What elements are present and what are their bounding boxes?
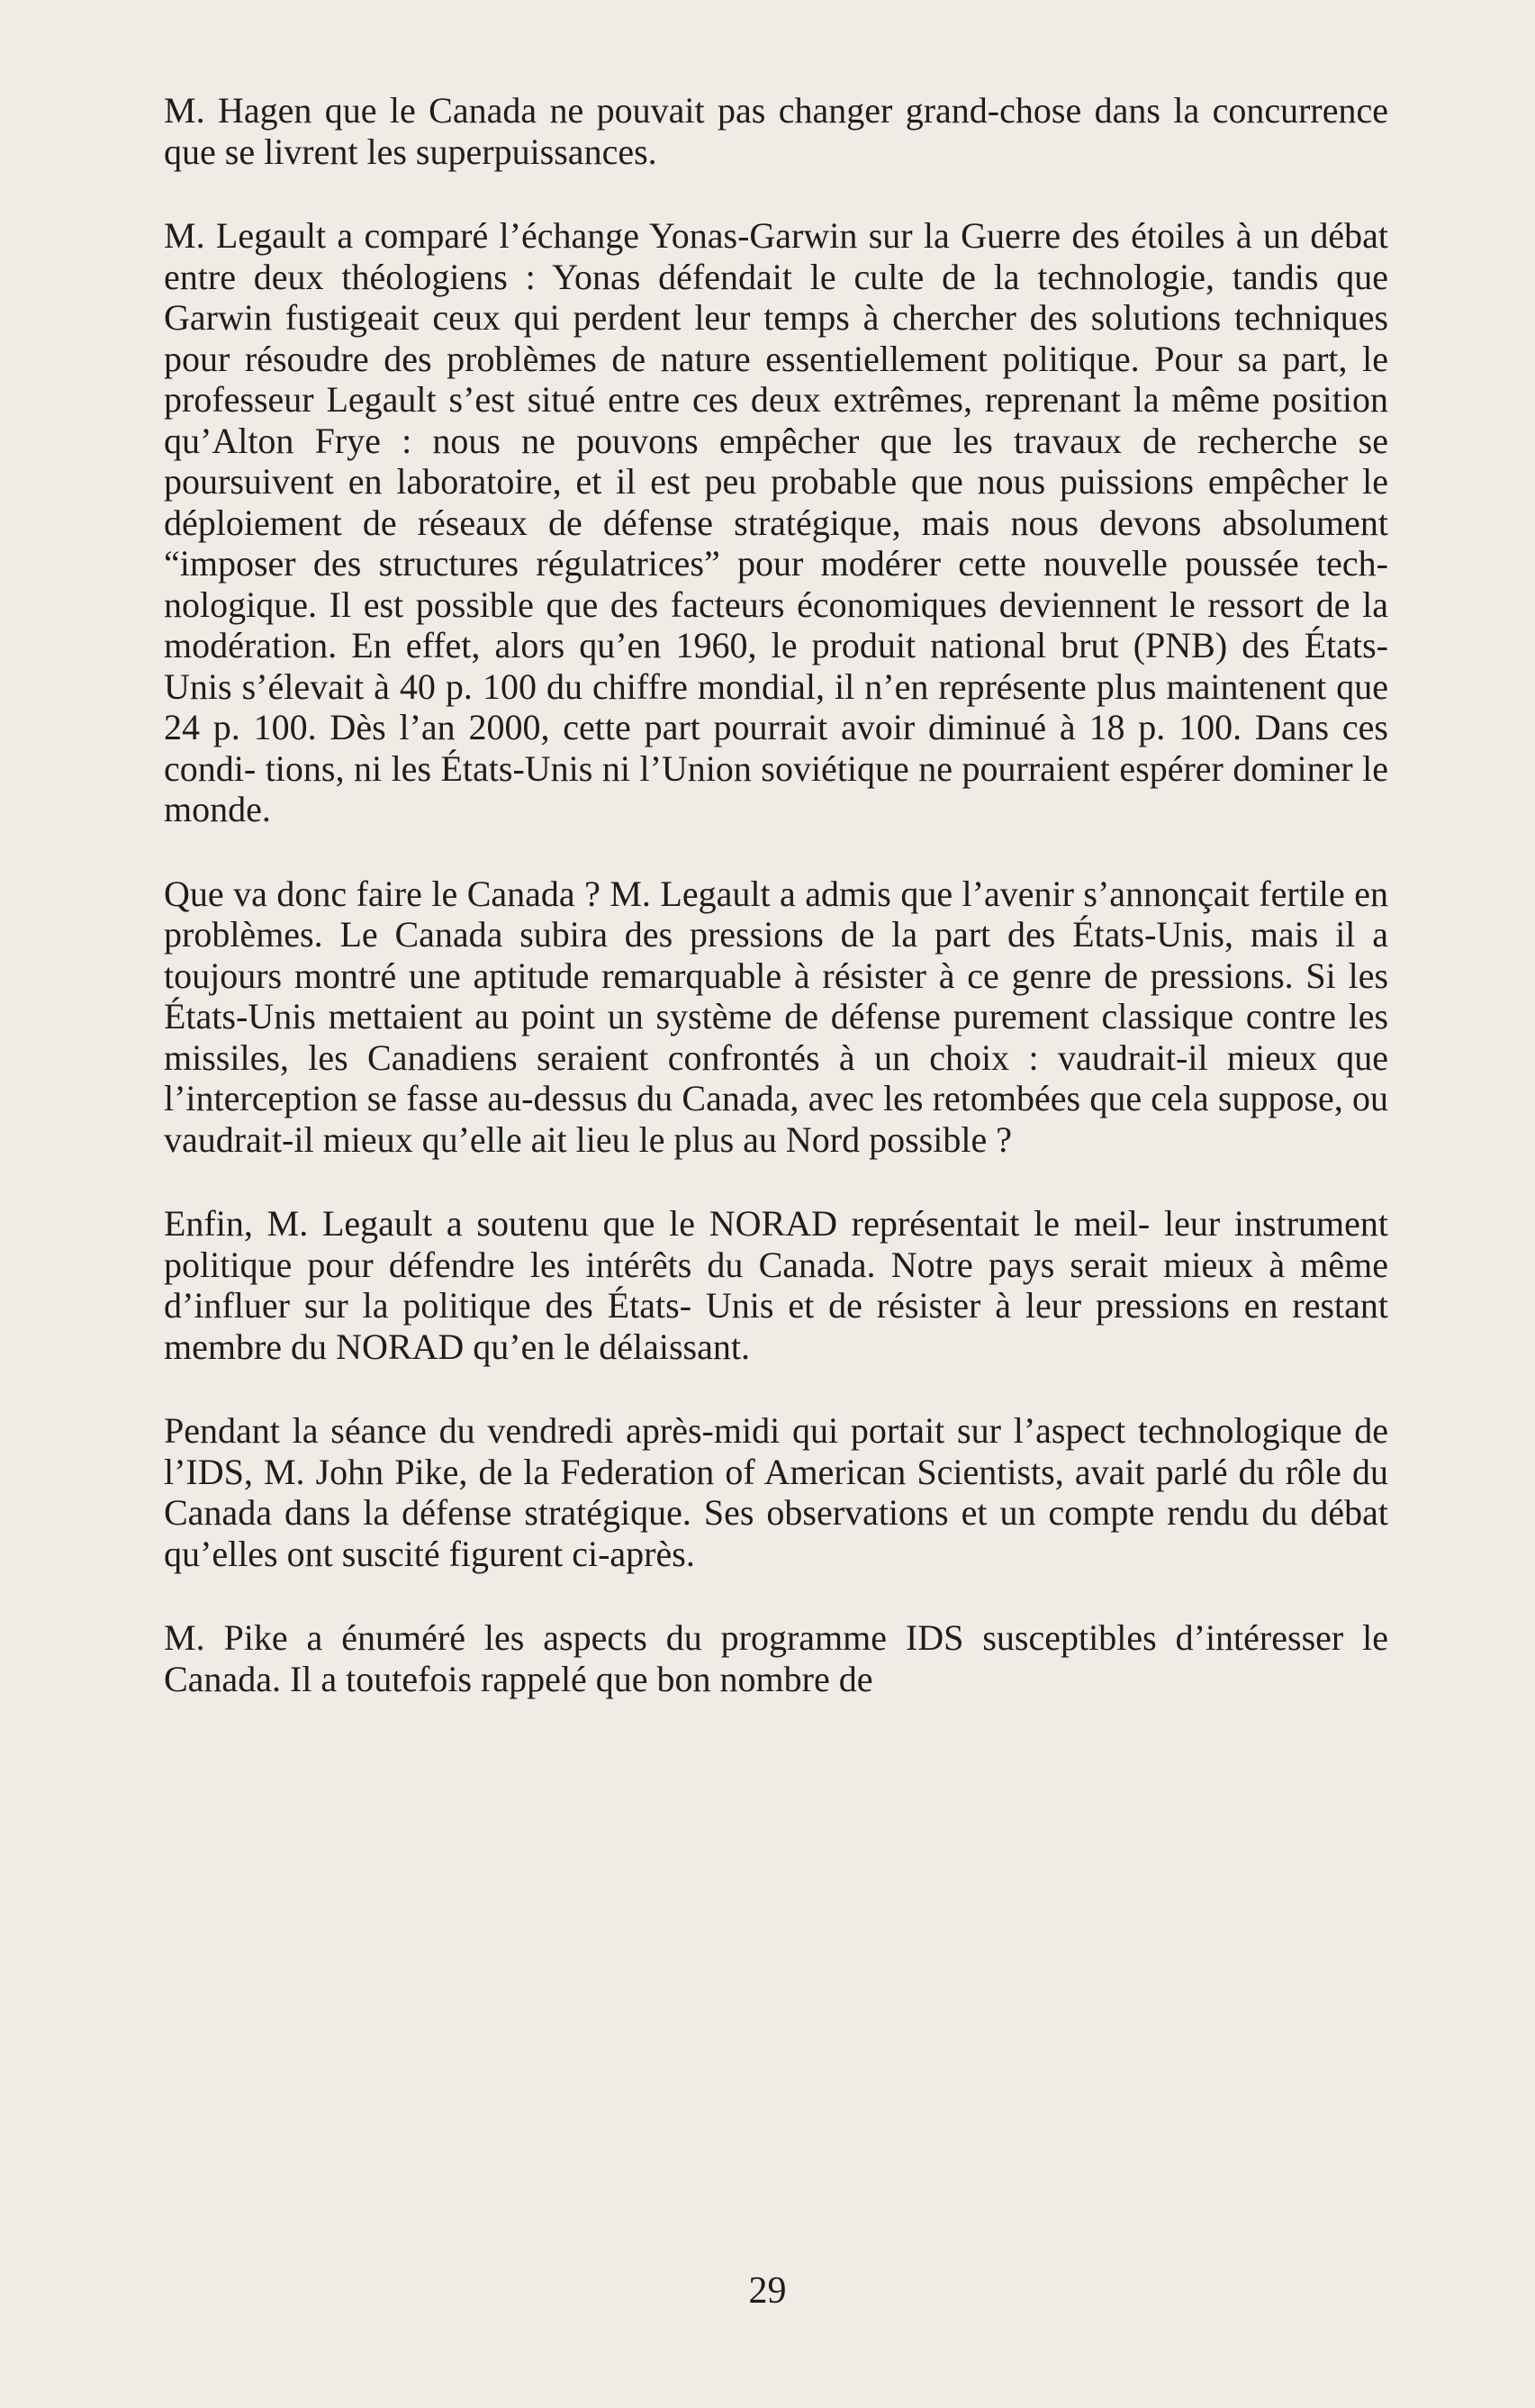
text-line: s’annonçait fertile en problèmes. Le Canada subira des pressions de bbox=[164, 873, 1389, 955]
text-line: mettaient au point un système de défense purement classique bbox=[328, 996, 1234, 1037]
text-line: Unis et de résister à leur pressions en restant membre du NORAD bbox=[164, 1285, 1388, 1367]
text-line: technologique de l’IDS, M. John Pike, de la Federation of American bbox=[164, 1410, 1389, 1492]
paragraph-2 bbox=[164, 215, 1388, 830]
text-line: travaux de recherche se poursuivent en laboratoire, et il est peu bbox=[164, 420, 1389, 502]
text-line: la concurrence que se livrent les superpuissances. bbox=[164, 90, 1389, 172]
page-number: 29 bbox=[748, 2270, 787, 2312]
text-line: d’intéresser le Canada. Il a toutefois rappelé que bon nombre de bbox=[164, 1617, 1389, 1699]
text-line: leur instrument politique pour défendre les intérêts du Canada. bbox=[164, 1203, 1389, 1285]
text-column bbox=[164, 90, 1388, 1699]
text-line: dominer le monde. bbox=[164, 747, 1389, 829]
text-line: M. Legault a comparé l’échange Yonas-Garwin sur la Guerre des bbox=[164, 215, 1120, 256]
text-line: 2000, cette part pourrait avoir diminué à 18 p. 100. Dans ces condi- bbox=[164, 707, 1388, 789]
paragraph-6 bbox=[164, 1617, 1388, 1699]
text-line: lieu le plus au Nord possible ? bbox=[575, 1118, 1012, 1160]
text-line: mondial, il n’en représente plus maintenent que 24 p. 100. Dès l’an bbox=[164, 665, 1388, 747]
paragraph-gap bbox=[164, 1160, 1388, 1203]
paragraph-gap bbox=[164, 172, 1388, 215]
paragraph-1 bbox=[164, 90, 1388, 172]
text-line: qu’en le délaissant. bbox=[473, 1326, 750, 1367]
text-line: de la technologie, tandis que Garwin fustigeait ceux qui perdent bbox=[164, 256, 1388, 338]
text-line: de défense stratégique, mais nous devons absolument “imposer des bbox=[164, 502, 1388, 584]
paragraph-5 bbox=[164, 1410, 1388, 1574]
text-line: le ressort de la modération. En effet, alors qu’en 1960, le produit bbox=[164, 584, 1388, 665]
text-line: national brut (PNB) des États-Unis s’élevait à 40 p. 100 du chiffre bbox=[164, 625, 1389, 707]
text-line: étoiles à un débat entre deux théologiens : Yonas défendait le culte bbox=[164, 215, 1388, 297]
text-line: Ses observations et un compte rendu du débat qu’elles ont suscité bbox=[164, 1492, 1388, 1574]
text-line: nologique. Il est possible que des facteurs économiques deviennent bbox=[164, 584, 1158, 625]
text-line: Notre pays serait mieux à même d’influer sur la politique des États- bbox=[164, 1244, 1389, 1326]
paragraph-4 bbox=[164, 1203, 1388, 1367]
text-line: figurent ci-après. bbox=[448, 1533, 695, 1574]
text-line: remarquable à résister à ce genre de pressions. Si les États-Unis bbox=[164, 955, 1389, 1037]
text-line: structures régulatrices” pour modérer cette nouvelle poussée tech- bbox=[378, 543, 1389, 584]
paragraph-gap bbox=[164, 1367, 1388, 1410]
text-line: Enfin, M. Legault a soutenu que le NORAD représentait le meil- bbox=[164, 1203, 1151, 1244]
text-line: avec les retombées que cela suppose, ou vaudrait-il mieux qu’elle ait bbox=[164, 1078, 1389, 1160]
paragraph-gap bbox=[164, 1574, 1388, 1617]
paragraph-gap bbox=[164, 830, 1388, 874]
text-line: M. Hagen que le Canada ne pouvait pas changer grand-chose dans bbox=[164, 90, 1160, 131]
text-line: Que va donc faire le Canada ? M. Legault a admis que l’avenir bbox=[164, 873, 1074, 914]
text-line: professeur Legault s’est situé entre ces deux extrêmes, reprenant la bbox=[164, 379, 1160, 420]
text-line: leur temps à chercher des solutions techniques pour résoudre des bbox=[164, 297, 1389, 379]
text-line: contre les missiles, les Canadiens seraient confrontés à un choix : bbox=[164, 996, 1389, 1078]
text-line: problèmes de nature essentiellement politique. Pour sa part, le bbox=[447, 338, 1389, 379]
text-line: la part des États-Unis, mais il a toujours montré une aptitude bbox=[164, 914, 1388, 996]
text-line: Pendant la séance du vendredi après-midi qui portait sur l’aspect bbox=[164, 1410, 1126, 1451]
text-line: probable que nous puissions empêcher le déploiement de réseaux bbox=[164, 461, 1388, 543]
text-line: M. Pike a énuméré les aspects du programme IDS susceptibles bbox=[164, 1617, 1157, 1658]
paragraph-3 bbox=[164, 874, 1388, 1161]
text-line: vaudrait-il mieux que l’interception se fasse au-dessus du Canada, bbox=[164, 1037, 1389, 1118]
text-line: Scientists, avait parlé du rôle du Canada dans la défense stratégique. bbox=[164, 1451, 1389, 1533]
text-line: même position qu’Alton Frye : nous ne pouvons empêcher que les bbox=[164, 379, 1389, 461]
text-line: tions, ni les États-Unis ni l’Union soviétique ne pourraient espérer bbox=[265, 747, 1223, 789]
